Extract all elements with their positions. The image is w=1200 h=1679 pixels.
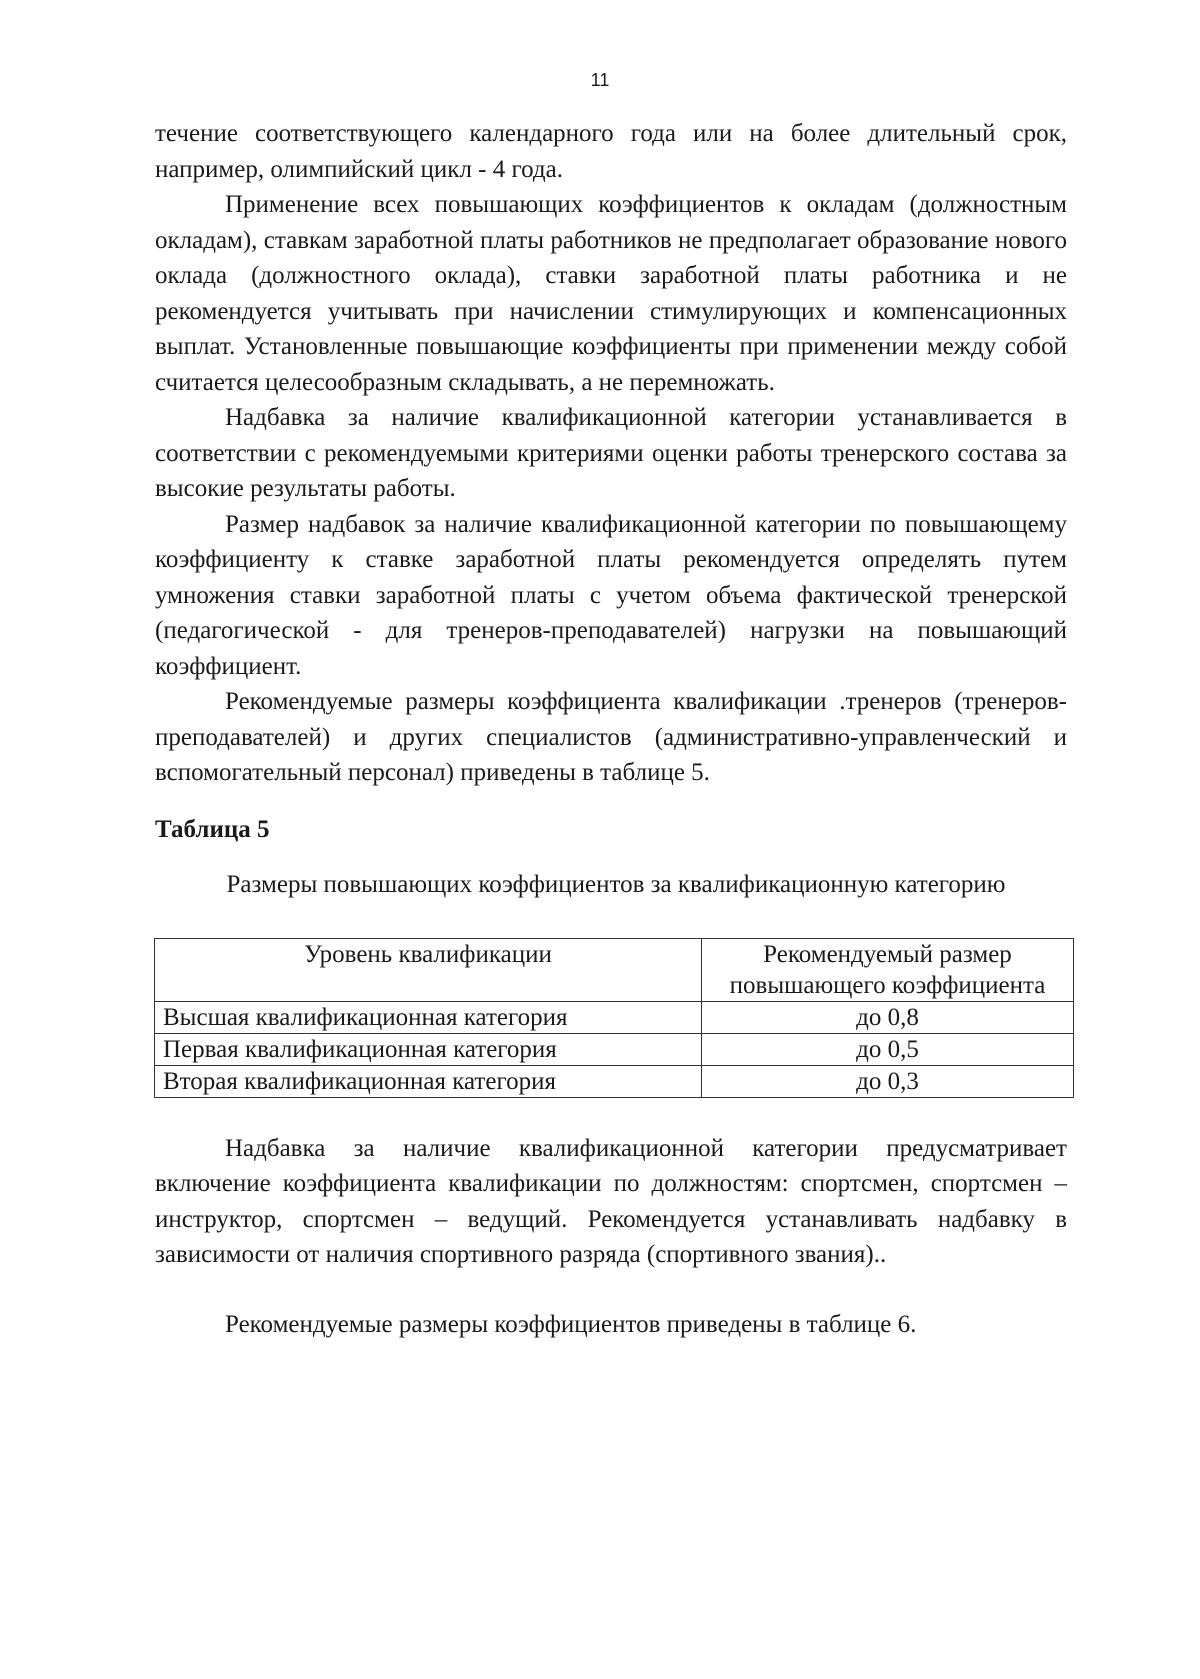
paragraph-recommended-sizes: Рекомендуемые размеры коэффициента квалификации .тренеров (тренеров-преподавателей) и других специалистов (административно-управленческий и вспомогательный персонал) приведены в таблице 5. [155,688,1067,786]
table-row [155,1065,1074,1097]
table-caption: Размеры повышающих коэффициентов за квалификационную категорию [226,871,1006,898]
paragraph-final: Рекомендуемые размеры коэффициентов приведены в таблице 6. [225,1310,917,1338]
paragraph-category-bonus: Надбавка за наличие квалификационной категории устанавливается в соответствии с рекомендуемыми критериями оценки работы тренерского состава за высокие результаты работы. [155,404,1067,502]
qualification-coefficient-table [154,938,1074,1098]
table-row [155,1001,1074,1033]
document-body [155,116,1067,1342]
cell-value: до 0,8 [702,1001,1074,1033]
cell-value: до 0,5 [702,1033,1074,1065]
paragraph-bonus-size: Размер надбавок за наличие квалификационной категории по повышающему коэффициенту к ставке заработной платы рекомендуется определять путем умножения ставки заработной платы с учетом объема фактической тренерской (педагогической - для тренеров-преподавателей) нагрузки на повышающий коэффициент. [155,510,1067,680]
paragraph-coefficients-application: Применение всех повышающих коэффициентов к окладам (должностным окладам), ставкам заработной платы работников не предполагает образование нового оклада (должностного оклада), ставки заработной платы работника и не рекомендуется учитывать при начислении стимулирующих и компенсационных выплат. Установленные повышающие коэффициенты при применении между собой считается целесообразным складывать, а не перемножать. [155,191,1067,396]
table-label: Таблица 5 [155,815,270,843]
page-number: 11 [590,70,610,90]
cell-value: до 0,3 [702,1065,1074,1097]
cell-level: Высшая квалификационная категория [155,1001,702,1033]
cell-level: Вторая квалификационная категория [155,1065,702,1097]
paragraph-continuation: течение соответствующего календарного года или на более длительный срок, например, олимпийский цикл - 4 года. [155,120,1067,183]
table-row [155,1033,1074,1065]
header-qualification-level: Уровень квалификации [155,938,702,1001]
table-header-row [155,938,1074,1001]
header-recommended-coefficient: Рекомендуемый размер повышающего коэффициента [702,938,1074,1001]
paragraph-after-table: Надбавка за наличие квалификационной категории предусматривает включение коэффициента квалификации по должностям: спортсмен, спортсмен – инструктор, спортсмен – ведущий. Рекомендуется устанавливать надбавку в зависимости от наличия спортивного разряда (спортивного звания).. [155,1134,1067,1268]
cell-level: Первая квалификационная категория [155,1033,702,1065]
